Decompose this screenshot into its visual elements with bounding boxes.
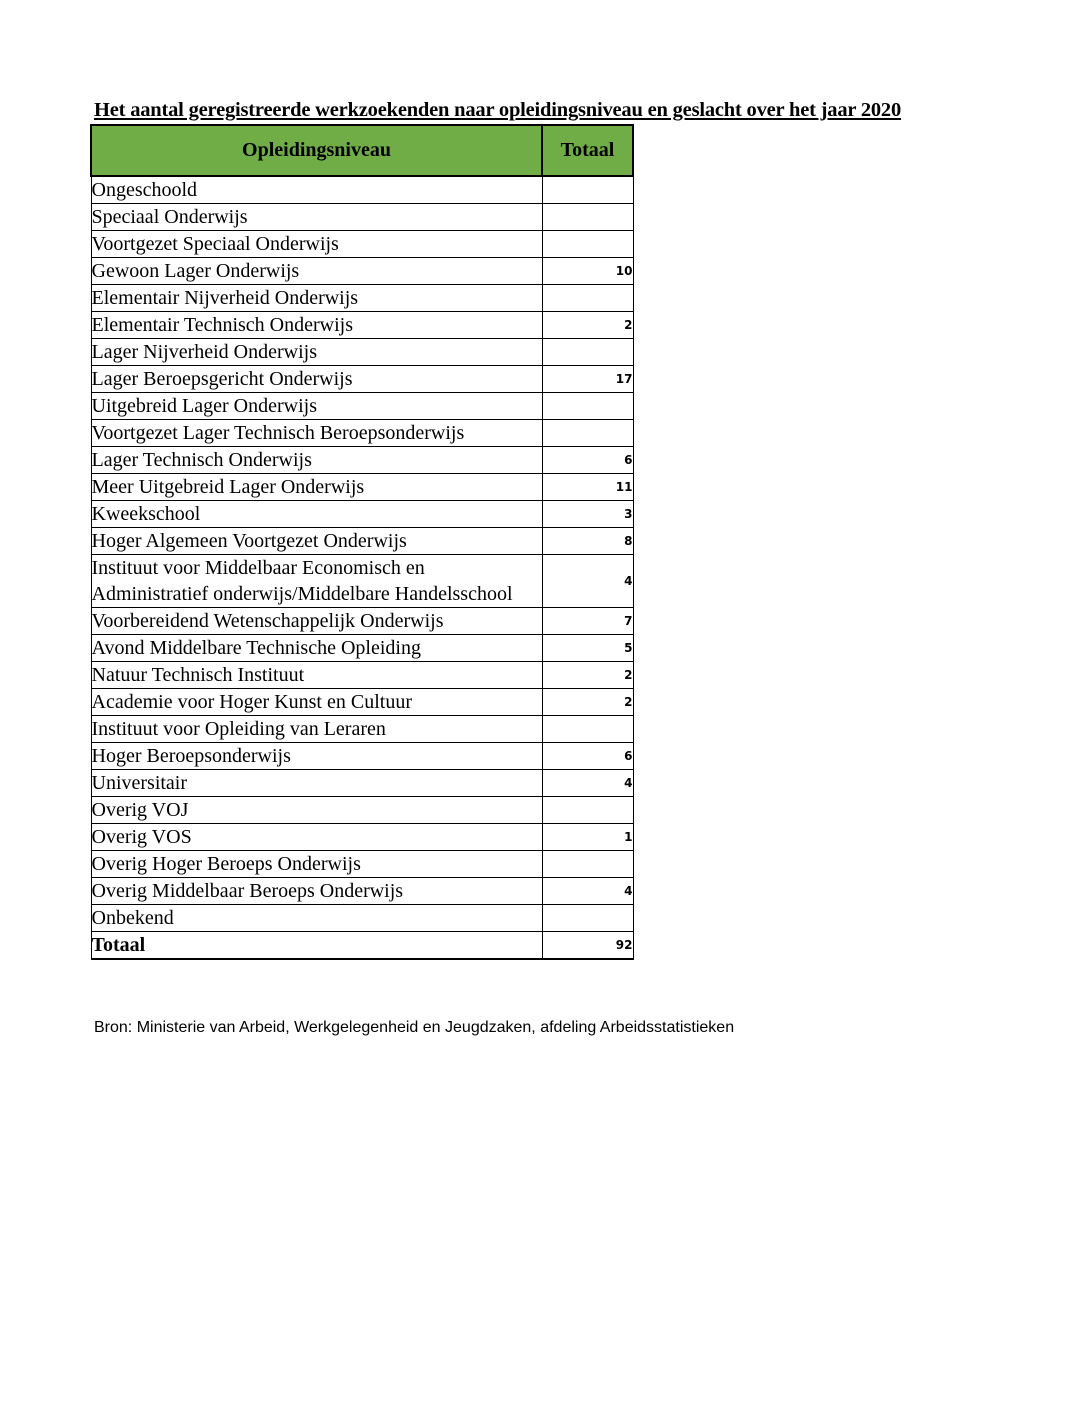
level-name-cell: Academie voor Hoger Kunst en Cultuur xyxy=(91,689,542,716)
total-value-cell: 1 xyxy=(542,824,633,851)
level-name-cell: Voortgezet Lager Technisch Beroepsonderwijs xyxy=(91,420,542,447)
table-row xyxy=(91,528,633,555)
total-value-cell: 17 xyxy=(542,366,633,393)
total-value-cell: 6 xyxy=(542,743,633,770)
total-label-cell: Totaal xyxy=(91,932,542,960)
level-name-cell: Kweekschool xyxy=(91,501,542,528)
total-value-cell: 10 xyxy=(542,258,633,285)
table-row xyxy=(91,285,633,312)
level-name-cell: Universitair xyxy=(91,770,542,797)
total-value-cell xyxy=(542,851,633,878)
level-name-cell: Hoger Beroepsonderwijs xyxy=(91,743,542,770)
table-row xyxy=(91,824,633,851)
table-row xyxy=(91,339,633,366)
total-value-cell: 4 xyxy=(542,555,633,608)
total-value-cell xyxy=(542,285,633,312)
total-value-cell: 11 xyxy=(542,474,633,501)
level-name-cell: Meer Uitgebreid Lager Onderwijs xyxy=(91,474,542,501)
total-value-cell xyxy=(542,797,633,824)
total-value-cell: 2 xyxy=(542,312,633,339)
table-row xyxy=(91,851,633,878)
total-value-cell xyxy=(542,393,633,420)
table-row xyxy=(91,662,633,689)
total-value-cell: 2 xyxy=(542,662,633,689)
level-name-cell: Onbekend xyxy=(91,905,542,932)
level-name-cell: Overig Middelbaar Beroeps Onderwijs xyxy=(91,878,542,905)
table-row xyxy=(91,474,633,501)
level-name-cell: Lager Nijverheid Onderwijs xyxy=(91,339,542,366)
total-value-cell xyxy=(542,905,633,932)
level-name-cell: Gewoon Lager Onderwijs xyxy=(91,258,542,285)
total-value-cell xyxy=(542,716,633,743)
level-name-cell: Instituut voor Opleiding van Leraren xyxy=(91,716,542,743)
table-row xyxy=(91,501,633,528)
total-value-cell: 6 xyxy=(542,447,633,474)
table-row xyxy=(91,555,633,608)
page-title: Het aantal geregistreerde werkzoekenden naar opleidingsniveau en geslacht over het jaar 2020 xyxy=(94,99,902,121)
source-note: Bron: Ministerie van Arbeid, Werkgelegenheid en Jeugdzaken, afdeling Arbeidsstatistieken xyxy=(94,1019,735,1036)
total-value-cell: 8 xyxy=(542,528,633,555)
table-row xyxy=(91,635,633,662)
total-value-cell: 2 xyxy=(542,689,633,716)
level-name-cell: Lager Beroepsgericht Onderwijs xyxy=(91,366,542,393)
level-name-cell: Instituut voor Middelbaar Economisch en Administratief onderwijs/Middelbare Handelsschool xyxy=(91,555,542,608)
total-value-cell: 5 xyxy=(542,635,633,662)
total-value-cell xyxy=(542,339,633,366)
level-name-cell: Voortgezet Speciaal Onderwijs xyxy=(91,231,542,258)
table-row xyxy=(91,770,633,797)
table-row xyxy=(91,176,633,204)
total-value-cell xyxy=(542,204,633,231)
table-row xyxy=(91,231,633,258)
education-level-table xyxy=(90,124,634,960)
table-row xyxy=(91,312,633,339)
total-value-cell xyxy=(542,420,633,447)
level-name-cell: Overig VOS xyxy=(91,824,542,851)
level-name-cell: Speciaal Onderwijs xyxy=(91,204,542,231)
table-row xyxy=(91,366,633,393)
table-row xyxy=(91,878,633,905)
table-row xyxy=(91,716,633,743)
table-row xyxy=(91,797,633,824)
level-name-cell: Uitgebreid Lager Onderwijs xyxy=(91,393,542,420)
table-row xyxy=(91,258,633,285)
table-row xyxy=(91,905,633,932)
table-body xyxy=(91,176,633,959)
level-name-cell: Elementair Technisch Onderwijs xyxy=(91,312,542,339)
total-value-cell xyxy=(542,231,633,258)
table-row xyxy=(91,689,633,716)
column-header-total: Totaal xyxy=(542,125,633,176)
level-name-cell: Overig Hoger Beroeps Onderwijs xyxy=(91,851,542,878)
table-row xyxy=(91,420,633,447)
table-row xyxy=(91,608,633,635)
total-row xyxy=(91,932,633,960)
column-header-level: Opleidingsniveau xyxy=(91,125,542,176)
table-row xyxy=(91,447,633,474)
grand-total-cell: 92 xyxy=(542,932,633,960)
level-name-cell: Voorbereidend Wetenschappelijk Onderwijs xyxy=(91,608,542,635)
level-name-cell: Natuur Technisch Instituut xyxy=(91,662,542,689)
level-name-cell: Hoger Algemeen Voortgezet Onderwijs xyxy=(91,528,542,555)
level-name-cell: Lager Technisch Onderwijs xyxy=(91,447,542,474)
level-name-cell: Overig VOJ xyxy=(91,797,542,824)
total-value-cell xyxy=(542,176,633,204)
level-name-cell: Ongeschoold xyxy=(91,176,542,204)
level-name-cell: Elementair Nijverheid Onderwijs xyxy=(91,285,542,312)
table-row xyxy=(91,204,633,231)
table-row xyxy=(91,393,633,420)
table-header-row xyxy=(91,125,633,176)
total-value-cell: 3 xyxy=(542,501,633,528)
total-value-cell: 4 xyxy=(542,770,633,797)
table-row xyxy=(91,743,633,770)
total-value-cell: 7 xyxy=(542,608,633,635)
level-name-cell: Avond Middelbare Technische Opleiding xyxy=(91,635,542,662)
total-value-cell: 4 xyxy=(542,878,633,905)
